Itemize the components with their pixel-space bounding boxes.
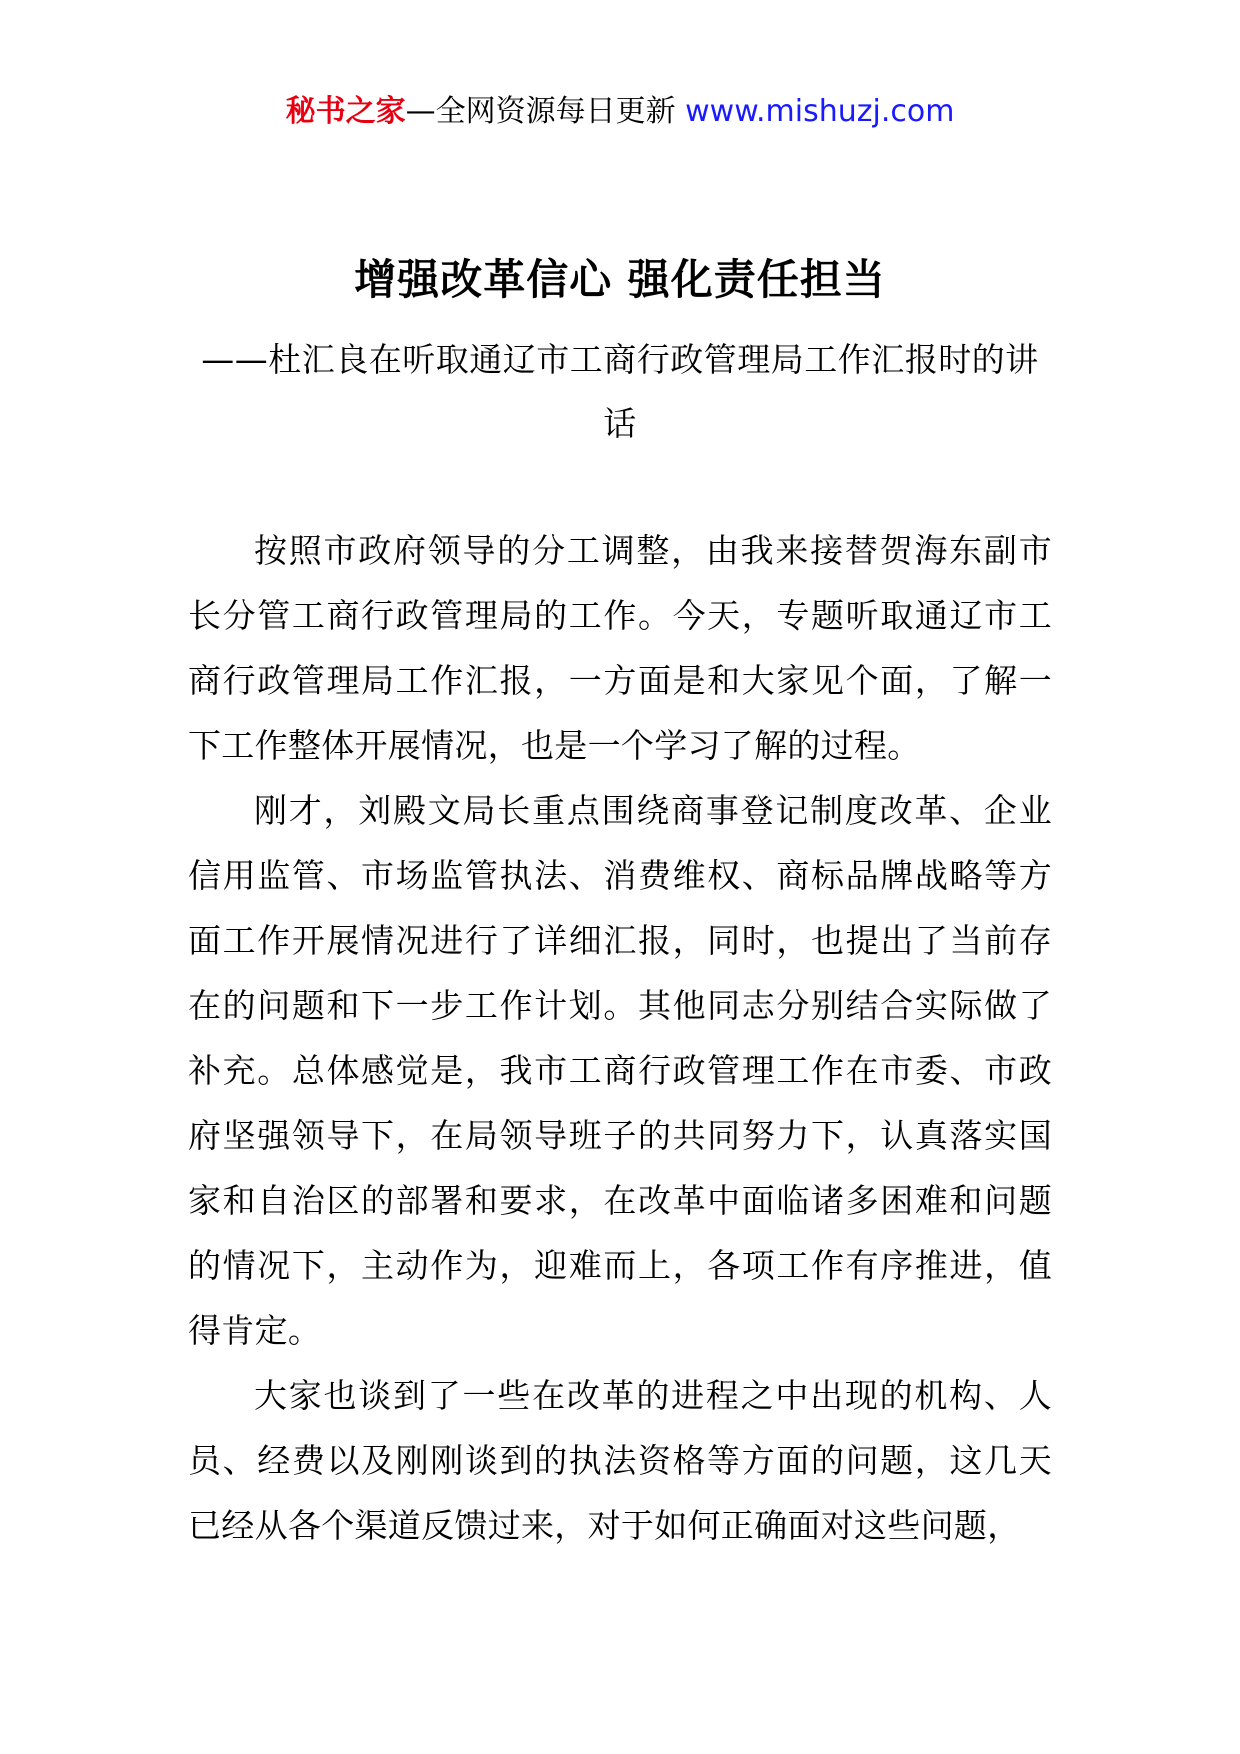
document-subtitle: ——杜汇良在听取通辽市工商行政管理局工作汇报时的讲话: [201, 340, 1039, 443]
paragraph: 刚才，刘殿文局长重点围绕商事登记制度改革、企业信用监管、市场监管执法、消费维权、商标品牌战略等方面工作开展情况进行了详细汇报，同时，也提出了当前存在的问题和下一步工作计划。其他同志分别结合实际做了补充。总体感觉是，我市工商行政管理工作在市委、市政府坚强领导下，在局领导班子的共同努力下，认真落实国家和自治区的部署和要求，在改革中面临诸多困难和问题的情况下，主动作为，迎难而上，各项工作有序推进，值得肯定。: [188, 791, 1052, 1350]
paragraph: 大家也谈到了一些在改革的进程之中出现的机构、人员、经费以及刚刚谈到的执法资格等方面的问题，这几天已经从各个渠道反馈过来，对于如何正确面对这些问题，: [188, 1376, 1052, 1545]
site-tagline: —全网资源每日更新: [405, 94, 676, 129]
brand-name: 秘书之家: [285, 94, 406, 129]
paragraph: 按照市政府领导的分工调整，由我来接替贺海东副市长分管工商行政管理局的工作。今天，专题听取通辽市工商行政管理局工作汇报，一方面是和大家见个面，了解一下工作整体开展情况，也是一个学习了解的过程。: [188, 531, 1052, 765]
site-url-link[interactable]: www.mishuzj.com: [685, 94, 955, 129]
document-body: [188, 518, 1052, 1558]
site-header: [0, 92, 1240, 132]
document-title: 增强改革信心 强化责任担当: [354, 255, 886, 304]
